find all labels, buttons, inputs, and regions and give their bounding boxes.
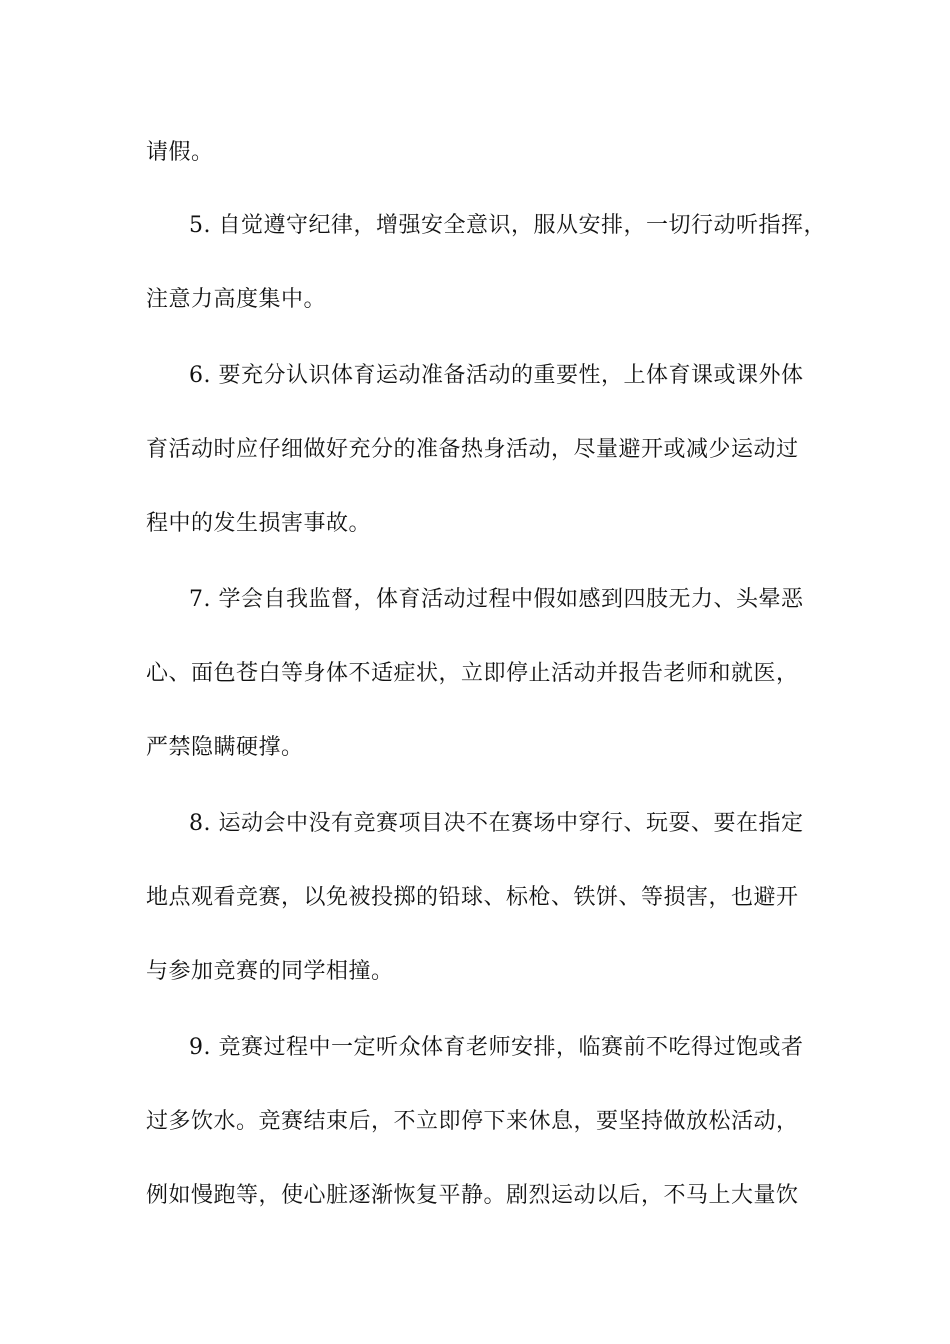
text-line: 例如慢跑等，使心脏逐渐恢复平静。剧烈运动以后，不马上大量饮 <box>146 1183 799 1208</box>
text-line: 注意力高度集中。 <box>146 287 327 312</box>
text-line: 严禁隐瞒硬撑。 <box>146 735 304 760</box>
list-item-6-line: 6. 要充分认识体育运动准备活动的重要性，上体育课或课外体 <box>189 363 804 388</box>
text-line: 心、面色苍白等身体不适症状，立即停止活动并报告老师和就医， <box>146 661 799 686</box>
list-item-5-line: 5. 自觉遵守纪律，增强安全意识，服从安排，一切行动听指挥， <box>189 213 826 238</box>
text-line: 育活动时应仔细做好充分的准备热身活动，尽量避开或减少运动过 <box>146 437 799 462</box>
text-line: 过多饮水。竞赛结束后，不立即停下来休息，要坚持做放松活动， <box>146 1109 799 1134</box>
text-line: 请假。 <box>146 140 214 165</box>
list-item-9-line: 9. 竞赛过程中一定听众体育老师安排，临赛前不吃得过饱或者 <box>189 1035 804 1060</box>
list-item-7-line: 7. 学会自我监督，体育活动过程中假如感到四肢无力、头晕恶 <box>189 587 804 612</box>
text-line: 地点观看竞赛，以免被投掷的铅球、标枪、铁饼、等损害，也避开 <box>146 885 799 910</box>
text-line: 程中的发生损害事故。 <box>146 511 372 536</box>
list-item-8-line: 8. 运动会中没有竞赛项目决不在赛场中穿行、玩耍、要在指定 <box>189 811 804 836</box>
text-line: 与参加竞赛的同学相撞。 <box>146 959 394 984</box>
